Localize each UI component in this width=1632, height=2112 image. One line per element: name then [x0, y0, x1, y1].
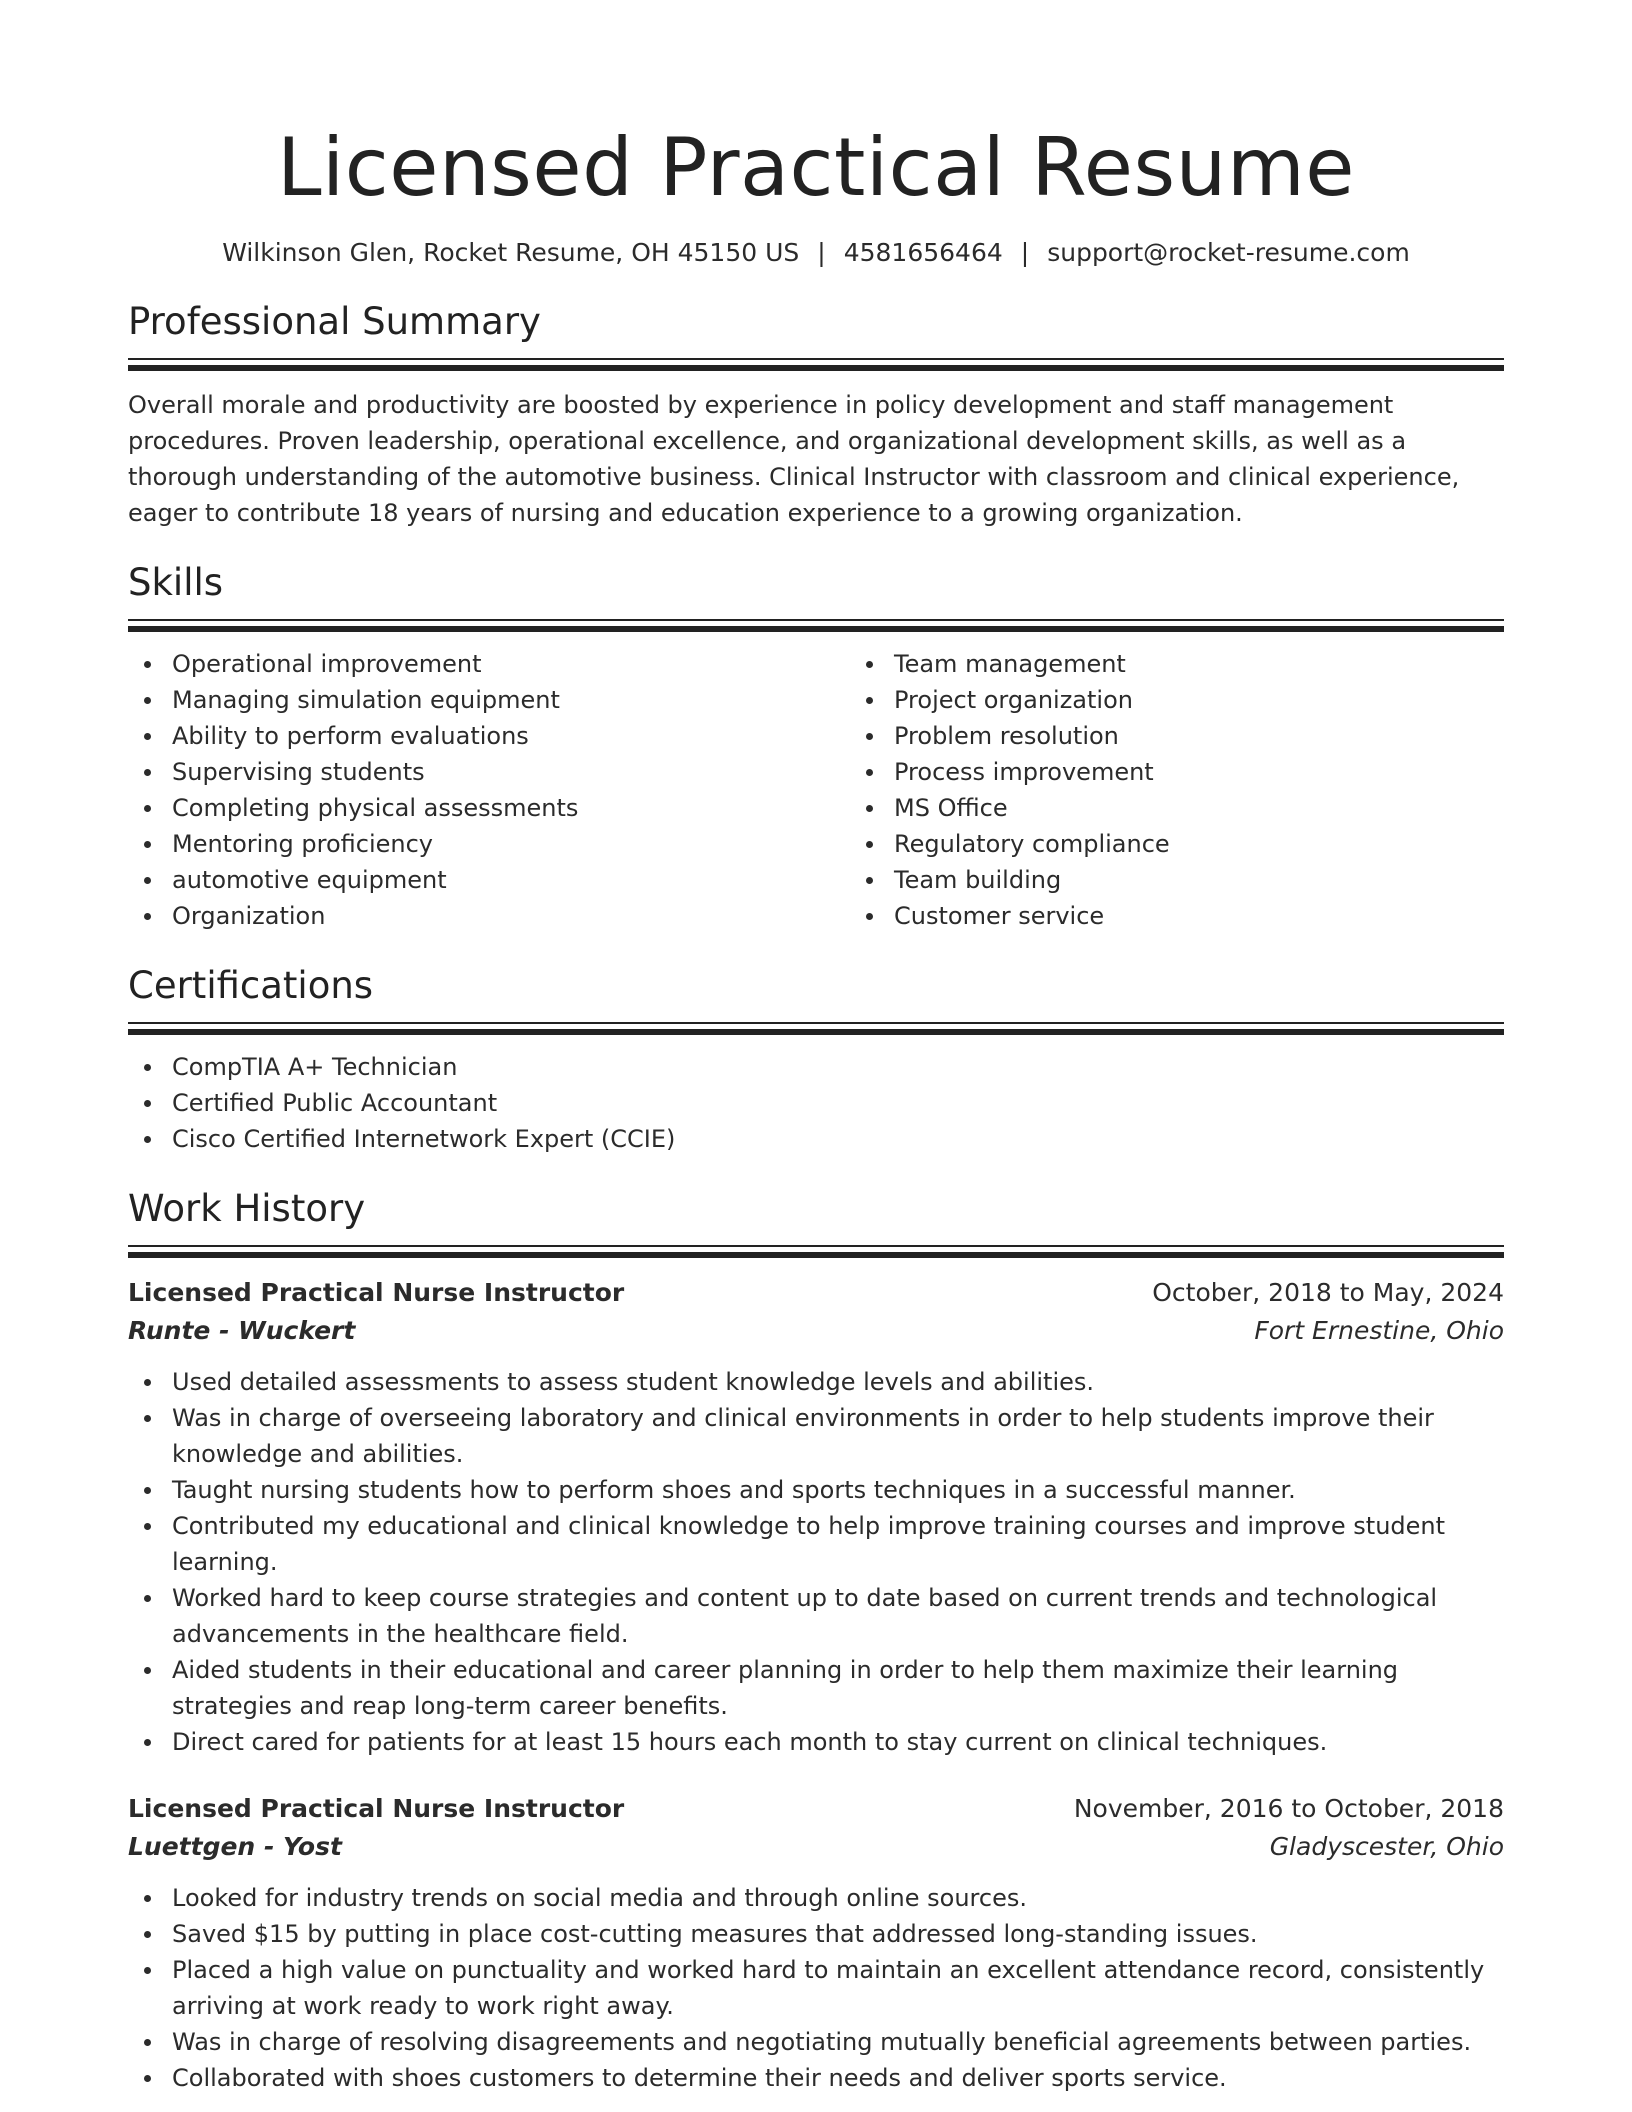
- section-divider: [128, 358, 1504, 371]
- job-bullet: Worked hard to keep course strategies and content up to date based on current trends and technological advancements in the healthcare field.: [172, 1580, 1504, 1652]
- skill-item: Regulatory compliance: [894, 826, 1572, 862]
- section-divider: [128, 619, 1504, 632]
- job-bullet: Contributed my educational and clinical knowledge to help improve training courses and improve student learning.: [172, 1508, 1504, 1580]
- job-dates: October, 2018 to May, 2024: [1152, 1278, 1504, 1307]
- skill-item: automotive equipment: [172, 862, 850, 898]
- skill-item: Mentoring proficiency: [172, 826, 850, 862]
- skill-item: Customer service: [894, 898, 1572, 934]
- job-header: [128, 1790, 1504, 1828]
- job-bullet: Direct cared for patients for at least 15 hours each month to stay current on clinical techniques.: [172, 1724, 1504, 1760]
- job-bullets: [128, 1880, 1504, 2096]
- job-bullet: Looked for industry trends on social media and through online sources.: [172, 1880, 1504, 1916]
- skills-section: [128, 559, 1504, 934]
- skill-item: Managing simulation equipment: [172, 682, 850, 718]
- skill-item: MS Office: [894, 790, 1572, 826]
- section-title-certifications: Certifications: [128, 964, 374, 1007]
- contact-email[interactable]: support@rocket-resume.com: [1047, 238, 1410, 267]
- job-bullet: Saved $15 by putting in place cost-cutting measures that addressed long-standing issues.: [172, 1916, 1504, 1952]
- skills-list-left: [128, 646, 850, 934]
- section-title-skills: Skills: [128, 561, 224, 604]
- skill-item: Organization: [172, 898, 850, 934]
- job-title: Licensed Practical Nurse Instructor: [128, 1278, 625, 1307]
- certifications-list: [128, 1049, 1504, 1157]
- job-bullet: Was in charge of resolving disagreements and negotiating mutually beneficial agreements between parties.: [172, 2024, 1504, 2060]
- job-company: Runte - Wuckert: [128, 1316, 356, 1345]
- skill-item: Team building: [894, 862, 1572, 898]
- summary-section: [128, 298, 1504, 531]
- resume-name: Licensed Practical Resume: [276, 121, 1356, 214]
- contact-line: [128, 236, 1504, 270]
- job-bullet: Placed a high value on punctuality and worked hard to maintain an excellent attendance record, consistently arriving at work ready to work right away.: [172, 1952, 1504, 2024]
- job-bullet: Aided students in their educational and career planning in order to help them maximize their learning strategies and reap long-term career benefits.: [172, 1652, 1504, 1724]
- skill-item: Completing physical assessments: [172, 790, 850, 826]
- contact-separator: |: [1020, 238, 1030, 267]
- skills-columns: [128, 632, 1504, 934]
- summary-text: Overall morale and productivity are boosted by experience in policy development and staff management procedures. Proven leadership, operational excellence, and organizational development skills, as well as a thorough understanding of the automotive business. Clinical Instructor with classroom and clinical experience, eager to contribute 18 years of nursing and education experience to a growing organization.: [128, 391, 1460, 527]
- section-divider: [128, 1245, 1504, 1258]
- section-title-work-history: Work History: [128, 1187, 366, 1230]
- job-dates: November, 2016 to October, 2018: [1073, 1794, 1504, 1823]
- certification-item: CompTIA A+ Technician: [172, 1049, 1504, 1085]
- skill-item: Operational improvement: [172, 646, 850, 682]
- skill-item: Process improvement: [894, 754, 1572, 790]
- contact-address: Wilkinson Glen, Rocket Resume, OH 45150 US: [222, 238, 800, 267]
- job-title: Licensed Practical Nurse Instructor: [128, 1794, 625, 1823]
- job-bullet: Was in charge of overseeing laboratory and clinical environments in order to help students improve their knowledge and abilities.: [172, 1400, 1504, 1472]
- skill-item: Ability to perform evaluations: [172, 718, 850, 754]
- section-divider: [128, 1022, 1504, 1035]
- job-bullet: Collaborated with shoes customers to determine their needs and deliver sports service.: [172, 2060, 1504, 2096]
- skills-list-right: [850, 646, 1572, 934]
- work-history-section: [128, 1185, 1504, 2096]
- resume-page: [128, 0, 1504, 2096]
- skill-item: Project organization: [894, 682, 1572, 718]
- job-entry: [128, 1274, 1504, 1760]
- certification-item: Cisco Certified Internetwork Expert (CCIE): [172, 1121, 1504, 1157]
- job-bullets: [128, 1364, 1504, 1760]
- job-subheader: [128, 1312, 1504, 1350]
- job-location: Fort Ernestine, Ohio: [1254, 1316, 1504, 1345]
- contact-phone: 4581656464: [843, 238, 1003, 267]
- contact-separator: |: [817, 238, 826, 267]
- job-entry: [128, 1790, 1504, 2096]
- job-location: Gladyscester, Ohio: [1269, 1832, 1504, 1861]
- job-company: Luettgen - Yost: [128, 1832, 342, 1861]
- section-title-summary: Professional Summary: [128, 300, 541, 343]
- certification-item: Certified Public Accountant: [172, 1085, 1504, 1121]
- job-bullet: Taught nursing students how to perform shoes and sports techniques in a successful manner.: [172, 1472, 1504, 1508]
- job-bullet: Used detailed assessments to assess student knowledge levels and abilities.: [172, 1364, 1504, 1400]
- certifications-section: [128, 962, 1504, 1157]
- job-subheader: [128, 1828, 1504, 1866]
- skill-item: Team management: [894, 646, 1572, 682]
- job-header: [128, 1274, 1504, 1312]
- skill-item: Problem resolution: [894, 718, 1572, 754]
- skill-item: Supervising students: [172, 754, 850, 790]
